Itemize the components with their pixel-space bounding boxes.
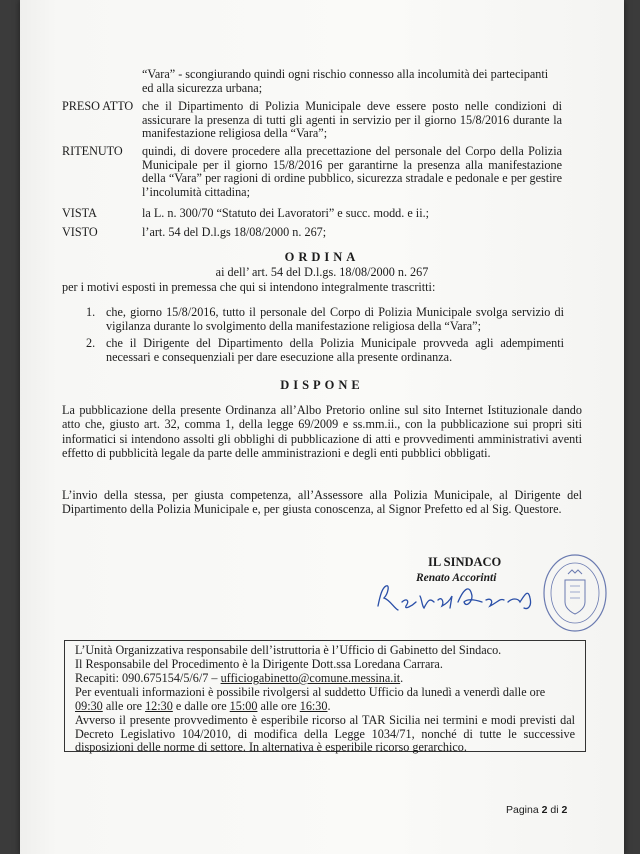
ordina-item-2 <box>86 337 564 364</box>
page-prefix: Pagina <box>506 804 542 816</box>
clause-text-preso-atto: che il Dipartimento di Polizia Municipale deve essere posto nelle condizioni di assicurare la presenza di tutti gli agenti in servizio per il giorno 15/8/2016 durante la manifestazione religiosa della “Vara”; <box>142 99 562 141</box>
clause-label-preso-atto: PRESO ATTO <box>62 99 134 113</box>
info-line-responsabile: Il Responsabile del Procedimento è la Dirigente Dott.ssa Loredana Carrara. <box>75 657 443 671</box>
clause-text-visto: l’art. 54 del D.l.gs 18/08/2000 n. 267; <box>142 225 327 239</box>
ordina-item-text: che, giorno 15/8/2016, tutto il personale del Corpo di Polizia Municipale svolga servizio di vigilanza durante lo svolgimento della manifestazione religiosa della “Vara”; <box>106 305 564 333</box>
dispone-paragraph-1: La pubblicazione della presente Ordinanza all’Albo Pretorio online sul sito Internet Istituzionale dando atto che, giusto art. 32, comma 1, della legge 69/2009 e ss.mm.ii., con la pubblicazione sui propri siti informatici si intendono assolti gli obblighi di pubblicazione di atti e provvedimenti amministrativi aventi effetto di pubblicità legale da parte delle amministrazioni e degli enti pubblici obbligati. <box>62 403 582 461</box>
time-end-morning: 12:30 <box>145 699 173 713</box>
time-end-afternoon: 16:30 <box>299 699 328 713</box>
time-sep: alle ore <box>257 699 300 713</box>
dispone-paragraph-2: L’invio della stessa, per giusta competenza, all’Assessore alla Polizia Municipale, al Dirigente del Dipartimento della Polizia Municipale e, per giusta conoscenza, al Signor Prefetto ed al Sig. Questore. <box>62 488 582 517</box>
clause-label-visto: VISTO <box>62 225 98 239</box>
page-total: 2 <box>561 804 568 816</box>
handwritten-signature <box>372 578 542 616</box>
ordina-subtitle: ai dell’ art. 54 del D.l.gs. 18/08/2000 n. 267 <box>215 265 429 279</box>
clause-text-ritenuto: quindi, di dovere procedere alla precettazione del personale del Corpo della Polizia Municipale per il giorno 15/8/2016 per garantirne la presenza alla manifestazione della “Vara” per ragioni di ordine pubblico, sicurezza stradale e pedonale e per gestire l’incolumità cittadina; <box>142 144 562 199</box>
intro-line-2: ed alla sicurezza urbana; <box>142 81 263 95</box>
recapiti-label: Recapiti: 090.675154/5/6/7 – <box>75 671 221 685</box>
time-sep: e dalle ore <box>172 699 230 713</box>
signature-role: IL SINDACO <box>428 555 502 569</box>
municipal-seal <box>540 550 610 636</box>
signature-name: Renato Accorinti <box>416 572 497 584</box>
time-sep: alle ore <box>102 699 146 713</box>
time-end: . <box>327 699 331 713</box>
ordina-item-number: 1. <box>86 305 96 319</box>
ordina-intro: per i motivi esposti in premessa che qui si intendono integralmente trascritti: <box>62 280 436 294</box>
page-number <box>506 804 567 818</box>
ordina-item-number: 2. <box>86 336 96 350</box>
clause-label-vista: VISTA <box>62 206 97 220</box>
clause-text-vista: la L. n. 300/70 “Statuto dei Lavoratori” e succ. modd. e ii.; <box>142 206 430 220</box>
info-line-recapiti <box>75 672 403 686</box>
document-page <box>20 0 624 854</box>
info-line-ricorso: Avverso il presente provvedimento è esperibile ricorso al TAR Sicilia nei termini e modi previsti dal Decreto Legislativo 104/2010, di modifica della Legge 1034/71, nonché di tutte le successive disposizioni delle norme di settore. In alternativa è esperibile ricorso gerarchico. <box>75 713 575 755</box>
time-start-morning: 09:30 <box>75 699 103 713</box>
ordina-heading: ORDINA <box>284 250 360 264</box>
info-line-orari-1: Per eventuali informazioni è possibile rivolgersi al suddetto Ufficio da lunedì a venerdì dalle ore <box>75 685 546 699</box>
info-box <box>64 640 586 755</box>
info-line-unit: L’Unità Organizzativa responsabile dell’istruttoria è l’Ufficio di Gabinetto del Sindaco. <box>75 643 502 657</box>
info-line-orari-2 <box>75 700 331 714</box>
page-current: 2 <box>541 804 548 816</box>
dispone-heading: DISPONE <box>280 378 364 392</box>
intro-line-1: “Vara” - scongiurando quindi ogni rischio connesso alla incolumità dei partecipanti <box>142 67 549 81</box>
email-link[interactable]: ufficiogabinetto@comune.messina.it <box>220 671 401 685</box>
ordina-item-1 <box>86 306 564 333</box>
recapiti-end: . <box>400 671 404 685</box>
ordina-item-text: che il Dirigente del Dipartimento della Polizia Municipale provveda agli adempimenti necessari e consequenziali per dare esecuzione alla presente ordinanza. <box>106 336 564 364</box>
time-start-afternoon: 15:00 <box>229 699 258 713</box>
page-sep: di <box>547 804 562 816</box>
clause-label-ritenuto: RITENUTO <box>62 144 123 158</box>
